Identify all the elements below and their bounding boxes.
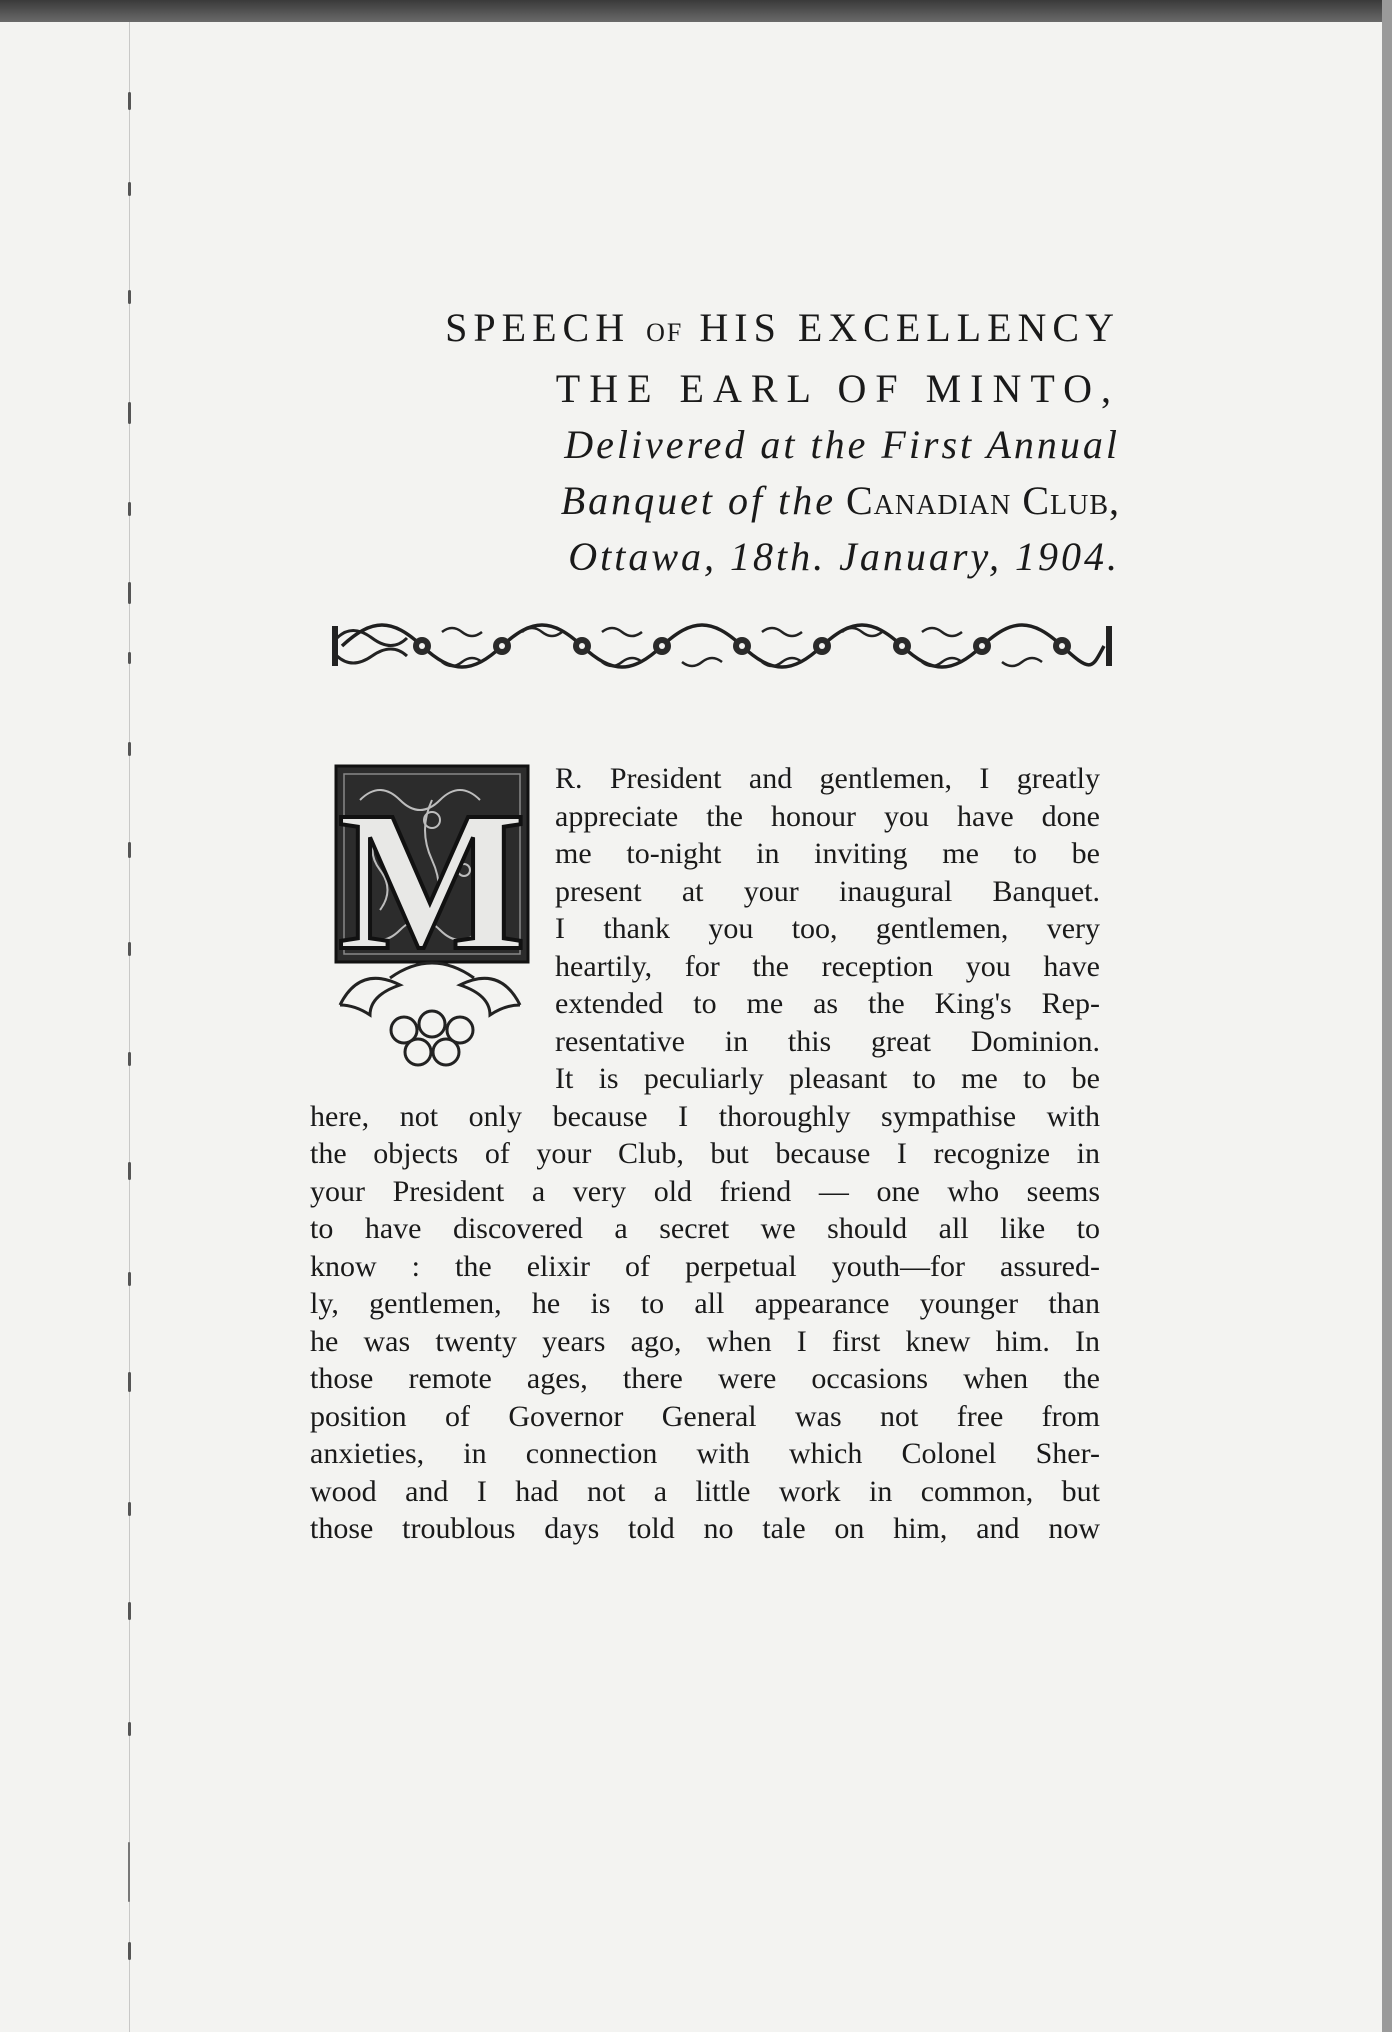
binding-stitch [128,1602,131,1620]
title-line-3: Delivered at the First Annual [564,422,1120,467]
binding-stitch [128,1722,131,1736]
body-line: position of Governor General was not free from [310,1399,1100,1433]
body-line: me to-night in inviting me to be [555,837,1100,870]
body-line: the objects of your Club, but because I recognize in [310,1137,1100,1170]
speech-title [330,300,1120,585]
body-line: heartily, for the reception you have [555,949,1100,983]
body-line: those troublous days told no tale on him, and now [310,1512,1100,1545]
body-line: he was twenty years ago, when I first knew him. In [310,1324,1100,1358]
title-line-5: Ottawa, 18th. January, 1904. [568,534,1120,579]
body-line: here, not only because I thoroughly sympathise with [310,1099,1100,1133]
speech-body [310,760,1100,1548]
title-line-1: SPEECH OF HIS EXCELLENCY [445,305,1120,350]
binding-stitch [128,1162,131,1180]
scan-right-edge [1382,0,1392,2032]
binding-stitch [128,942,131,956]
binding-stitch [128,582,131,604]
binding-stitch [128,842,131,858]
binding-stitch [128,182,131,196]
body-line: present at your inaugural Banquet. [555,874,1100,908]
binding-stitch [128,1842,130,1902]
binding-stitch [128,290,131,304]
binding-stitch [128,92,131,110]
binding-stitch [128,742,131,756]
binding-stitch [128,652,131,664]
body-line: extended to me as the King's Rep- [555,987,1100,1020]
body-line: ly, gentlemen, he is to all appearance younger than [310,1287,1100,1320]
binding-stitch [128,1052,131,1066]
binding-gutter [120,22,140,2032]
scan-top-edge [0,0,1392,22]
body-line: know : the elixir of perpetual youth—for assured- [310,1249,1100,1283]
binding-stitch [128,1942,131,1960]
binding-stitch [128,402,131,424]
body-line: anxieties, in connection with which Colonel Sher- [310,1437,1100,1470]
binding-stitch [128,502,131,516]
body-line: wood and I had not a little work in common, but [310,1474,1100,1508]
title-line-2: THE EARL OF MINTO, [555,366,1120,411]
binding-stitch [128,1502,131,1516]
floral-ornament-rule [332,618,1112,674]
body-line: your President a very old friend — one who seems [310,1174,1100,1208]
body-line: I thank you too, gentlemen, very [555,912,1100,945]
binding-stitch [128,1272,131,1286]
body-line: resentative in this great Dominion. [555,1024,1100,1058]
body-line: appreciate the honour you have done [555,799,1100,833]
body-line: R. President and gentlemen, I greatly [555,762,1100,795]
body-line: It is peculiarly pleasant to me to be [555,1062,1100,1095]
binding-stitch [128,1372,131,1392]
body-line: to have discovered a secret we should all like to [310,1212,1100,1245]
svg-text:M: M [337,771,527,992]
body-line: those remote ages, there were occasions when the [310,1362,1100,1395]
title-line-4: Banquet of the Canadian Club, [560,478,1120,523]
